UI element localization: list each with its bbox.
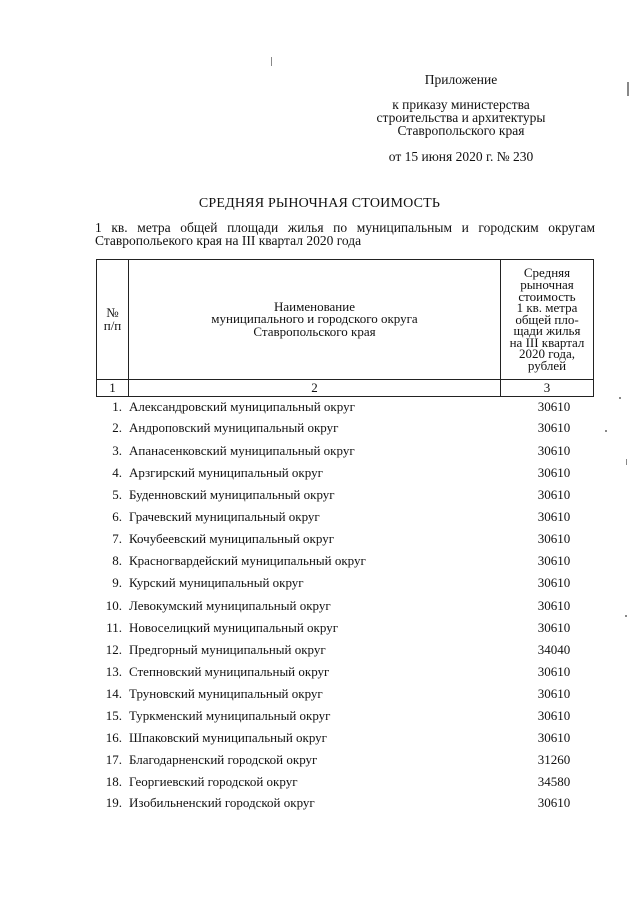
row-district-name: Грачевский муниципальный округ bbox=[129, 509, 320, 524]
column-index-1: 1 bbox=[97, 380, 129, 397]
table-row bbox=[96, 487, 594, 507]
scan-speck bbox=[626, 459, 627, 465]
row-number: 12. bbox=[105, 642, 122, 657]
row-price-value: 30610 bbox=[537, 399, 571, 414]
scan-speck bbox=[625, 615, 627, 617]
row-number: 6. bbox=[112, 509, 122, 524]
column-index-3: 3 bbox=[501, 380, 594, 397]
row-district-name: Александровский муниципальный округ bbox=[129, 399, 355, 414]
scan-speck bbox=[605, 430, 607, 432]
column-header-number: № п/п bbox=[97, 260, 129, 380]
row-price-value: 31260 bbox=[537, 752, 571, 767]
row-price-value: 30610 bbox=[537, 686, 571, 701]
row-number: 14. bbox=[105, 686, 122, 701]
row-price-value: 30610 bbox=[537, 531, 571, 546]
row-district-name: Труновский муниципальный округ bbox=[129, 686, 323, 701]
row-price-value: 30610 bbox=[537, 575, 571, 590]
table-row bbox=[96, 531, 594, 551]
table-row bbox=[96, 420, 594, 440]
appendix-region-line: Ставропольского края bbox=[397, 123, 525, 138]
table-row bbox=[96, 752, 594, 772]
row-district-name: Левокумский муниципальный округ bbox=[129, 598, 331, 613]
table-row bbox=[96, 642, 594, 662]
table-row bbox=[96, 443, 594, 463]
row-price-value: 30610 bbox=[537, 620, 571, 635]
row-number: 7. bbox=[112, 531, 122, 546]
table-row bbox=[96, 620, 594, 640]
table-row bbox=[96, 575, 594, 595]
row-price-value: 30610 bbox=[537, 420, 571, 435]
row-price-value: 30610 bbox=[537, 598, 571, 613]
row-district-name: Буденновский муниципальный округ bbox=[129, 487, 335, 502]
scan-speck bbox=[627, 82, 629, 96]
appendix-order-line: к приказу министерства bbox=[392, 97, 530, 112]
row-district-name: Арзгирский муниципальный округ bbox=[129, 465, 323, 480]
row-price-value: 34580 bbox=[537, 774, 571, 789]
row-price-value: 30610 bbox=[537, 708, 571, 723]
appendix-title: Приложение bbox=[424, 72, 498, 87]
price-table-header bbox=[96, 259, 594, 397]
table-row bbox=[96, 553, 594, 573]
row-district-name: Степновский муниципальный округ bbox=[129, 664, 330, 679]
table-row bbox=[96, 730, 594, 750]
row-district-name: Изобильненский городской округ bbox=[129, 795, 315, 810]
row-district-name: Шпаковский муниципальный округ bbox=[129, 730, 327, 745]
column-header-price: Средняя рыночная стоимость 1 кв. метра общей пло- щади жилья на III квартал 2020 года, рублей bbox=[501, 260, 594, 380]
row-district-name: Андроповский муниципальный округ bbox=[129, 420, 339, 435]
row-district-name: Красногвардейский муниципальный округ bbox=[129, 553, 366, 568]
table-row bbox=[96, 664, 594, 684]
table-row bbox=[96, 399, 594, 419]
row-number: 5. bbox=[112, 487, 122, 502]
row-number: 18. bbox=[105, 774, 122, 789]
row-price-value: 30610 bbox=[537, 509, 571, 524]
row-district-name: Предгорный муниципальный округ bbox=[129, 642, 326, 657]
row-price-value: 30610 bbox=[537, 664, 571, 679]
row-number: 4. bbox=[112, 465, 122, 480]
table-row bbox=[96, 774, 594, 794]
row-district-name: Туркменский муниципальный округ bbox=[129, 708, 331, 723]
table-row bbox=[96, 465, 594, 485]
row-district-name: Курский муниципальный округ bbox=[129, 575, 304, 590]
appendix-date-line: от 15 июня 2020 г. № 230 bbox=[388, 149, 534, 164]
scan-speck bbox=[619, 397, 621, 399]
row-district-name: Новоселицкий муниципальный округ bbox=[129, 620, 339, 635]
row-price-value: 30610 bbox=[537, 553, 571, 568]
table-row bbox=[96, 598, 594, 618]
row-number: 15. bbox=[105, 708, 122, 723]
row-district-name: Георгиевский городской округ bbox=[129, 774, 298, 789]
table-row bbox=[96, 509, 594, 529]
row-number: 1. bbox=[112, 399, 122, 414]
table-row bbox=[96, 686, 594, 706]
column-index-2: 2 bbox=[129, 380, 501, 397]
row-number: 11. bbox=[106, 620, 122, 635]
column-header-name: Наименование муниципального и городского округа Ставропольского края bbox=[129, 260, 501, 380]
row-price-value: 34040 bbox=[537, 642, 571, 657]
row-number: 17. bbox=[105, 752, 122, 767]
scan-speck bbox=[271, 57, 272, 66]
document-title: СРЕДНЯЯ РЫНОЧНАЯ СТОИМОСТЬ bbox=[198, 196, 441, 211]
row-number: 3. bbox=[112, 443, 122, 458]
row-price-value: 30610 bbox=[537, 730, 571, 745]
row-number: 9. bbox=[112, 575, 122, 590]
row-price-value: 30610 bbox=[537, 487, 571, 502]
row-district-name: Благодарненский городской округ bbox=[129, 752, 318, 767]
appendix-ministry-line: строительства и архитектуры bbox=[376, 110, 546, 125]
row-number: 13. bbox=[105, 664, 122, 679]
row-price-value: 30610 bbox=[537, 443, 571, 458]
document-subtitle: 1 кв. метра общей площади жилья по муниципальным и городским округам Ставропольекого края на III квартал 2020 года bbox=[95, 220, 595, 248]
row-number: 8. bbox=[112, 553, 122, 568]
row-number: 10. bbox=[105, 598, 122, 613]
row-number: 2. bbox=[112, 420, 122, 435]
row-district-name: Кочубеевский муниципальный округ bbox=[129, 531, 335, 546]
row-number: 19. bbox=[105, 795, 122, 810]
table-row bbox=[96, 708, 594, 728]
row-number: 16. bbox=[105, 730, 122, 745]
table-row bbox=[96, 795, 594, 815]
row-district-name: Апанасенковский муниципальный округ bbox=[129, 443, 355, 458]
row-price-value: 30610 bbox=[537, 465, 571, 480]
row-price-value: 30610 bbox=[537, 795, 571, 810]
